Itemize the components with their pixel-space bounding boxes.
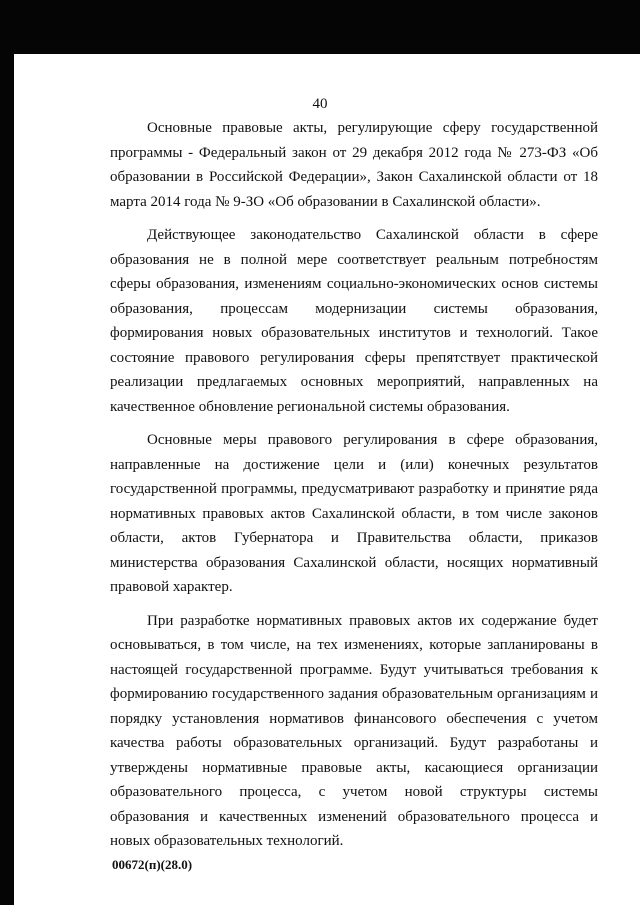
document-code: 00672(п)(28.0) [112,857,193,872]
paragraph-current-legislation: Действующее законодательство Сахалинской области в сфере образования не в полной мере соответствует реальным потребностям сферы образования, изменениям социально-экономических основ системы образования, процессам модернизации системы образования, формирования новых образовательных институтов и технологий. Такое состояние правового регулирования сферы препятствует практической реализации предлагаемых основных мероприятий, направленных на качественное обновление региональной системы образования. [110,227,598,415]
paragraph-legal-acts: Основные правовые акты, регулирующие сферу государственной программы - Федеральный закон от 29 декабря 2012 года № 273-ФЗ «Об образовании в Российской Федерации», Закон Сахалинской области от 18 марта 2014 года № 9-ЗО «Об образовании в Сахалинской области». [110,120,598,210]
scan-left-edge [0,0,14,905]
page-number: 40 [312,96,328,112]
document-body [110,116,598,854]
scan-top-edge [0,0,640,54]
paragraph-regulatory-measures: Основные меры правового регулирования в сфере образования, направленные на достижение цели и (или) конечных результатов государственной программы, предусматривают разработку и принятие ряда нормативных правовых актов Сахалинской области, в том числе законов области, актов Губернатора и Правительства области, приказов министерства образования Сахалинской области, носящих нормативный правовой характер. [110,432,598,595]
paragraph-drafting-acts: При разработке нормативных правовых актов их содержание будет основываться, в том числе, на тех изменениях, которые запланированы в настоящей государственной программе. Будут учитываться требования к формированию государственного задания образовательным организациям и порядку установления нормативов финансового обеспечения с учетом качества работы образовательных организаций. Будут разработаны и утверждены нормативные правовые акты, касающиеся организации образовательного процесса, с учетом новой структуры системы образования и качественных изменений образовательного процесса и новых образовательных технологий. [110,612,598,849]
